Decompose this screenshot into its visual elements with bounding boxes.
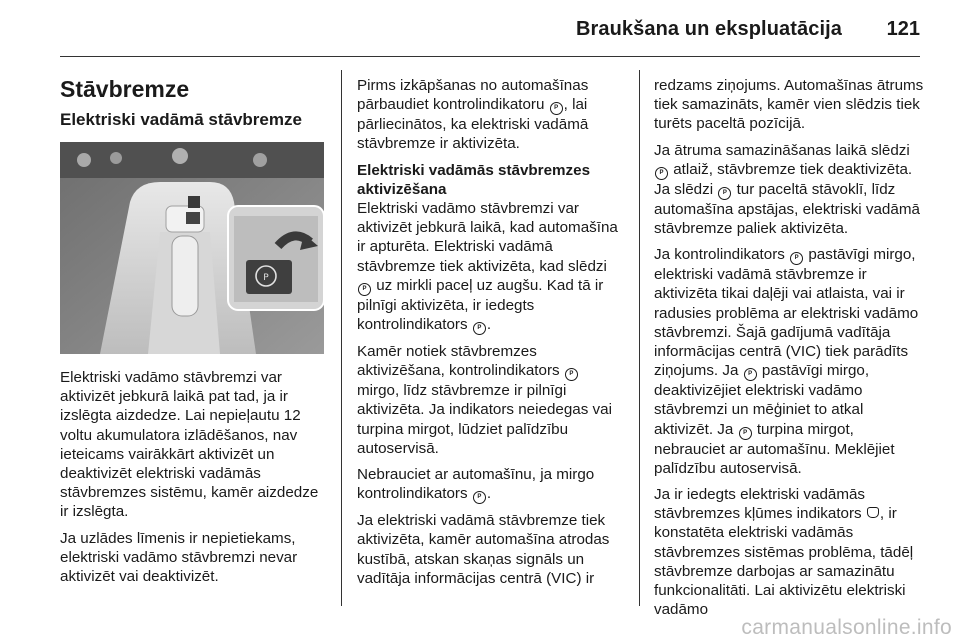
running-title: Braukšana un ekspluatācija — [575, 18, 842, 40]
column-divider-2 — [639, 70, 640, 606]
col2-paragraph-5: Ja elektriski vadāmā stāvbremze tiek aktivizēta, kamēr automašīna atrodas kustībā, atskan skaņas signāls un vadītāja informācijas centrā (VIC) ir — [357, 512, 610, 587]
page-number: 121 — [886, 18, 920, 40]
parking-brake-indicator-icon: P — [473, 322, 486, 335]
watermark: carmanualsonline.info — [741, 616, 952, 639]
col2-paragraph-3: Kamēr notiek stāvbremzes aktivizēšana, kontrolindikators P mirgo, līdz stāvbremze ir pilnīgi aktivizēta. Ja indikators neiedegas vai turpina mirgot, lūdziet palīdzību autoservisā. — [357, 343, 612, 457]
col2-paragraph-1: Pirms izkāpšanas no automašīnas pārbaudiet kontrolindikatoru P , lai pārliecinātos, ka elektriski vadāmā stāvbremze ir aktivizēta. — [357, 77, 589, 153]
column-2 — [357, 76, 625, 595]
section-subtitle: Elektriski vadāmā stāvbremze — [60, 110, 302, 129]
parking-brake-indicator-icon: P — [744, 368, 757, 381]
col3-paragraph-3: Ja kontrolindikators P pastāvīgi mirgo, elektriski vadāmā stāvbremze ir aktivizēta tikai daļēji vai atlaista, vai ir radusies problēma ar elektriski vadāmo stāvbremzi. Šajā gadījumā vadītāja informācijas centrā (VIC) tiek parādīts ziņojums. Ja P pastāvīgi mirgo, deaktivizējiet elektriski vadāmo stāvbremzi un mēģiniet to atkal aktivizēt. Ja P turpina mirgot, nebrauciet ar automašīnu. Meklējiet palīdzību autoservisā. — [654, 246, 919, 477]
col2-paragraph-2: Elektriski vadāmo stāvbremzi var aktivizēt jebkurā laikā, kad automašīna ir apturēta. Elektriski vadāmā stāvbremze tiek aktivizēta, kad slēdzi P uz mirkli paceļ uz augšu. Kad tā ir pilnīgi aktivizēta, ir iedegts kontrolindikators P . — [357, 200, 618, 334]
parking-brake-indicator-icon: P — [739, 427, 752, 440]
header-rule — [60, 56, 920, 57]
section-title: Stāvbremze — [60, 76, 190, 102]
activation-heading: Elektriski vadāmās stāvbremzes aktivizēšana — [357, 161, 591, 198]
parking-brake-switch-icon: P — [718, 187, 731, 200]
column-1 — [60, 76, 328, 593]
parking-brake-indicator-icon: P — [473, 491, 486, 504]
parking-brake-switch-illustration — [60, 142, 324, 354]
svg-text:P: P — [263, 273, 269, 283]
page-header — [0, 0, 960, 58]
col1-paragraph-2: Ja uzlādes līmenis ir nepietiekams, elektriski vadāmo stāvbremzi nevar aktivizēt vai deaktivizēt. — [60, 529, 298, 586]
col3-paragraph-4: Ja ir iedegts elektriski vadāmās stāvbremzes kļūmes indikators , ir konstatēta elektriski vadāmās stāvbremzes sistēmas problēma, tādēļ stāvbremze darbojas ar samazinātu funkcionalitāti. Lai aktivizētu elektriski vadāmo — [654, 486, 914, 619]
col1-paragraph-1: Elektriski vadāmo stāvbremzi var aktivizēt jebkurā laikā pat tad, ja ir izslēgta aizdedze. Lai nepieļautu 12 voltu akumulatora izlādēšanos, nav ieteicams vairākkārt aktivizēt un deaktivizēt elektriski vadāmās stāvbremzes sistēmu, kamēr aizdedze ir izslēgta. — [60, 369, 319, 521]
brake-fault-indicator-icon — [867, 507, 879, 518]
col3-paragraph-2: Ja ātruma samazināšanas laikā slēdzi P atlaiž, stāvbremze tiek deaktivizēta. Ja slēdzi P tur paceltā stāvoklī, līdz automašīna apstājas, elektriski vadāmā stāvbremze paliek aktivizēta. — [654, 141, 920, 238]
column-divider-1 — [341, 70, 342, 606]
col3-paragraph-1: redzams ziņojums. Automašīnas ātrums tiek samazināts, kamēr vien slēdzis tiek turēts paceltā pozīcijā. — [654, 77, 924, 133]
parking-brake-indicator-icon: P — [550, 102, 563, 115]
col2-paragraph-4: Nebrauciet ar automašīnu, ja mirgo kontrolindikators P . — [357, 466, 595, 503]
parking-brake-indicator-icon: P — [790, 252, 803, 265]
parking-brake-indicator-icon: P — [565, 368, 578, 381]
parking-brake-switch-icon: P — [655, 167, 668, 180]
parking-brake-switch-icon: P — [358, 283, 371, 296]
column-3 — [654, 76, 926, 626]
